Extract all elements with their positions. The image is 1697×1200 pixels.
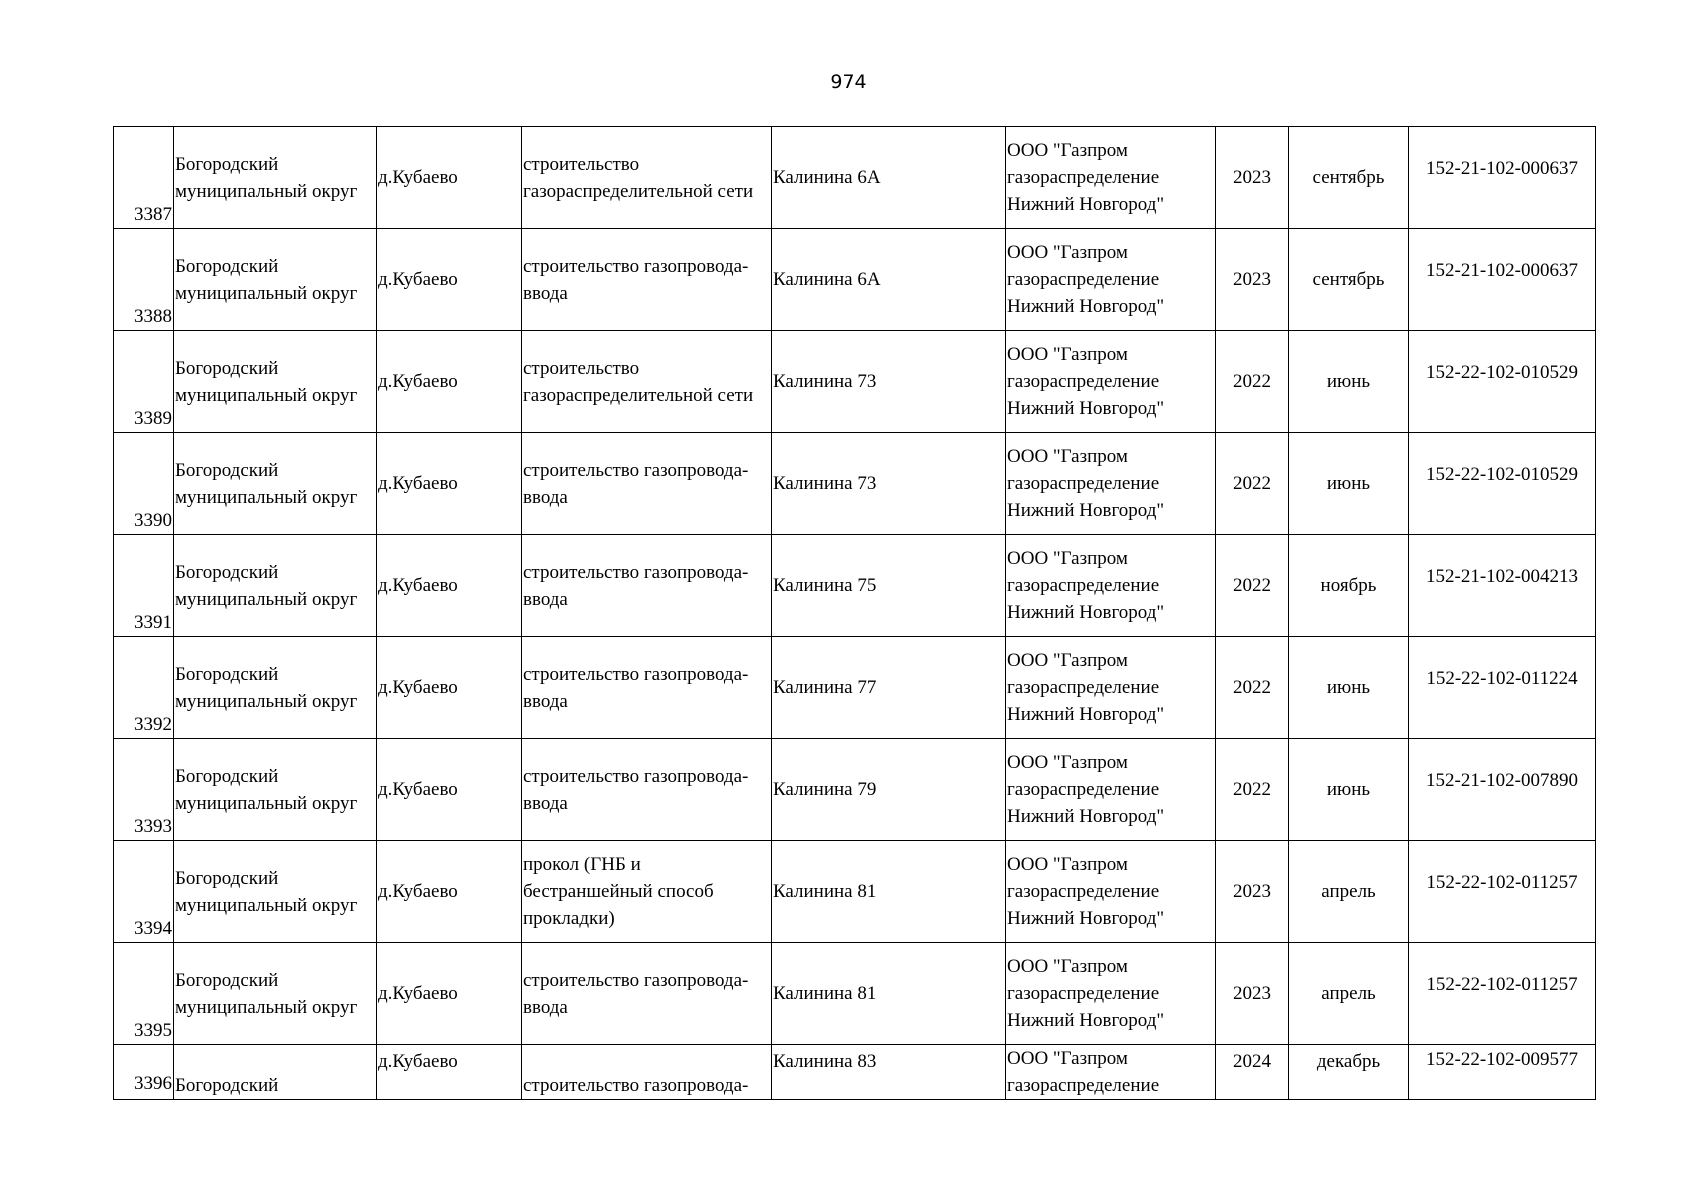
work-type-cell-line: строительство xyxy=(523,357,640,379)
address-cell: Калинина 73 xyxy=(772,331,1006,433)
table-row xyxy=(114,943,1596,1045)
address-cell: Калинина 73 xyxy=(772,433,1006,535)
organization-cell xyxy=(1006,127,1216,229)
organization-cell-line: Нижний Новгород" xyxy=(1007,908,1165,929)
application-code-cell: 152-22-102-010529 xyxy=(1409,331,1596,433)
work-type-cell-line: строительство газопровода- xyxy=(523,969,749,991)
work-type-cell xyxy=(522,433,772,535)
row-number: 3396 xyxy=(114,1045,174,1100)
application-code-cell: 152-22-102-011257 xyxy=(1409,943,1596,1045)
organization-cell-line: газораспределение xyxy=(1007,983,1160,1004)
district-cell: Богородский муниципальный округ xyxy=(174,127,377,229)
district-cell: Богородский муниципальный округ xyxy=(174,841,377,943)
table-row xyxy=(114,739,1596,841)
month-cell: июнь xyxy=(1289,331,1409,433)
work-type-cell-line: строительство газопровода- xyxy=(523,1075,749,1096)
organization-cell-line: ООО "Газпром xyxy=(1007,650,1128,671)
year-cell: 2023 xyxy=(1216,229,1289,331)
work-type-cell-line: бестраншейный способ xyxy=(523,881,714,902)
work-type-cell xyxy=(522,739,772,841)
table-row xyxy=(114,841,1596,943)
work-type-cell-line: прокол (ГНБ и xyxy=(523,854,641,875)
month-cell: сентябрь xyxy=(1289,127,1409,229)
table-row xyxy=(114,1045,1596,1100)
organization-cell-line: газораспределение xyxy=(1007,677,1160,698)
work-type-cell-line: ввода xyxy=(523,486,568,508)
organization-cell-line: Нижний Новгород" xyxy=(1007,398,1165,419)
work-type-cell-line: ввода xyxy=(523,690,568,712)
organization-cell-line: ООО "Газпром xyxy=(1007,548,1128,569)
table-row xyxy=(114,637,1596,739)
application-code-cell: 152-21-102-007890 xyxy=(1409,739,1596,841)
work-type-cell xyxy=(522,943,772,1045)
table-row xyxy=(114,127,1596,229)
village-cell: д.Кубаево xyxy=(377,535,522,637)
village-cell: д.Кубаево xyxy=(377,229,522,331)
table-row xyxy=(114,535,1596,637)
address-cell: Калинина 83 xyxy=(772,1045,1006,1100)
organization-cell-line: ООО "Газпром xyxy=(1007,752,1128,773)
village-cell: д.Кубаево xyxy=(377,331,522,433)
table-row xyxy=(114,433,1596,535)
work-type-cell xyxy=(522,127,772,229)
organization-cell-line: Нижний Новгород" xyxy=(1007,704,1165,725)
application-code-cell: 152-22-102-011257 xyxy=(1409,841,1596,943)
work-type-cell xyxy=(522,229,772,331)
application-code-cell: 152-22-102-011224 xyxy=(1409,637,1596,739)
year-cell: 2022 xyxy=(1216,535,1289,637)
address-cell: Калинина 75 xyxy=(772,535,1006,637)
work-type-cell-line: строительство газопровода- xyxy=(523,663,749,685)
row-number: 3394 xyxy=(114,841,174,943)
address-cell: Калинина 6А xyxy=(772,127,1006,229)
district-cell: Богородский муниципальный округ xyxy=(174,943,377,1045)
table-row xyxy=(114,331,1596,433)
organization-cell-line: ООО "Газпром xyxy=(1007,140,1128,161)
row-number: 3387 xyxy=(114,127,174,229)
year-cell: 2024 xyxy=(1216,1045,1289,1100)
page-number: 974 xyxy=(830,71,867,93)
organization-cell-line: газораспределение xyxy=(1007,779,1160,800)
work-type-cell xyxy=(522,1045,772,1100)
table-row xyxy=(114,229,1596,331)
organization-cell xyxy=(1006,331,1216,433)
year-cell: 2022 xyxy=(1216,637,1289,739)
work-type-cell-line: прокладки) xyxy=(523,908,615,929)
village-cell: д.Кубаево xyxy=(377,739,522,841)
district-cell: Богородский xyxy=(174,1045,377,1100)
row-number: 3392 xyxy=(114,637,174,739)
organization-cell xyxy=(1006,229,1216,331)
organization-cell xyxy=(1006,535,1216,637)
organization-cell-line: Нижний Новгород" xyxy=(1007,500,1165,521)
district-cell: Богородский муниципальный округ xyxy=(174,739,377,841)
village-cell: д.Кубаево xyxy=(377,637,522,739)
organization-cell xyxy=(1006,943,1216,1045)
work-type-cell-line: газораспределительной сети xyxy=(523,384,754,406)
year-cell: 2023 xyxy=(1216,841,1289,943)
application-code-cell: 152-22-102-009577 xyxy=(1409,1045,1596,1100)
organization-cell-line: Нижний Новгород" xyxy=(1007,806,1165,827)
district-cell: Богородский муниципальный округ xyxy=(174,535,377,637)
organization-cell xyxy=(1006,433,1216,535)
address-cell: Калинина 81 xyxy=(772,943,1006,1045)
application-code-cell: 152-22-102-010529 xyxy=(1409,433,1596,535)
organization-cell-line: ООО "Газпром xyxy=(1007,1048,1128,1069)
year-cell: 2023 xyxy=(1216,943,1289,1045)
application-code-cell: 152-21-102-000637 xyxy=(1409,127,1596,229)
month-cell: июнь xyxy=(1289,433,1409,535)
row-number: 3388 xyxy=(114,229,174,331)
work-type-cell-line: ввода xyxy=(523,282,568,304)
district-cell: Богородский муниципальный округ xyxy=(174,331,377,433)
organization-cell-line: газораспределение xyxy=(1007,371,1160,392)
month-cell: апрель xyxy=(1289,943,1409,1045)
organization-cell-line: ООО "Газпром xyxy=(1007,956,1128,977)
gasification-table xyxy=(113,126,1596,1100)
year-cell: 2023 xyxy=(1216,127,1289,229)
application-code-cell: 152-21-102-004213 xyxy=(1409,535,1596,637)
year-cell: 2022 xyxy=(1216,739,1289,841)
organization-cell xyxy=(1006,1045,1216,1100)
work-type-cell-line: газораспределительной сети xyxy=(523,180,754,202)
work-type-cell-line: строительство газопровода- xyxy=(523,459,749,481)
year-cell: 2022 xyxy=(1216,433,1289,535)
organization-cell-line: газораспределение xyxy=(1007,167,1160,188)
work-type-cell xyxy=(522,637,772,739)
address-cell: Калинина 6А xyxy=(772,229,1006,331)
work-type-cell xyxy=(522,535,772,637)
organization-cell-line: газораспределение xyxy=(1007,269,1160,290)
row-number: 3389 xyxy=(114,331,174,433)
application-code-cell: 152-21-102-000637 xyxy=(1409,229,1596,331)
organization-cell-line: Нижний Новгород" xyxy=(1007,194,1165,215)
table-body xyxy=(114,127,1596,1100)
organization-cell-line: газораспределение xyxy=(1007,1075,1160,1096)
village-cell: д.Кубаево xyxy=(377,127,522,229)
organization-cell-line: газораспределение xyxy=(1007,473,1160,494)
district-cell: Богородский муниципальный округ xyxy=(174,229,377,331)
row-number: 3390 xyxy=(114,433,174,535)
district-cell: Богородский муниципальный округ xyxy=(174,433,377,535)
organization-cell-line: Нижний Новгород" xyxy=(1007,1010,1165,1031)
work-type-cell-line: ввода xyxy=(523,792,568,814)
work-type-cell xyxy=(522,331,772,433)
village-cell: д.Кубаево xyxy=(377,433,522,535)
village-cell: д.Кубаево xyxy=(377,1045,522,1100)
district-cell: Богородский муниципальный округ xyxy=(174,637,377,739)
year-cell: 2022 xyxy=(1216,331,1289,433)
row-number: 3391 xyxy=(114,535,174,637)
village-cell: д.Кубаево xyxy=(377,943,522,1045)
organization-cell-line: газораспределение xyxy=(1007,881,1160,902)
work-type-cell-line: строительство газопровода- xyxy=(523,765,749,787)
row-number: 3393 xyxy=(114,739,174,841)
month-cell: декабрь xyxy=(1289,1045,1409,1100)
month-cell: апрель xyxy=(1289,841,1409,943)
work-type-cell-line: строительство газопровода- xyxy=(523,255,749,277)
row-number: 3395 xyxy=(114,943,174,1045)
month-cell: ноябрь xyxy=(1289,535,1409,637)
organization-cell-line: ООО "Газпром xyxy=(1007,344,1128,365)
organization-cell-line: ООО "Газпром xyxy=(1007,242,1128,263)
organization-cell-line: Нижний Новгород" xyxy=(1007,296,1165,317)
work-type-cell xyxy=(522,841,772,943)
work-type-cell-line: ввода xyxy=(523,996,568,1018)
organization-cell-line: Нижний Новгород" xyxy=(1007,602,1165,623)
work-type-cell-line: строительство xyxy=(523,153,640,175)
organization-cell xyxy=(1006,841,1216,943)
address-cell: Калинина 81 xyxy=(772,841,1006,943)
organization-cell xyxy=(1006,637,1216,739)
month-cell: июнь xyxy=(1289,739,1409,841)
month-cell: июнь xyxy=(1289,637,1409,739)
work-type-cell-line: строительство газопровода- xyxy=(523,561,749,583)
address-cell: Калинина 79 xyxy=(772,739,1006,841)
organization-cell xyxy=(1006,739,1216,841)
address-cell: Калинина 77 xyxy=(772,637,1006,739)
month-cell: сентябрь xyxy=(1289,229,1409,331)
organization-cell-line: ООО "Газпром xyxy=(1007,446,1128,467)
organization-cell-line: ООО "Газпром xyxy=(1007,854,1128,875)
organization-cell-line: газораспределение xyxy=(1007,575,1160,596)
work-type-cell-line: ввода xyxy=(523,588,568,610)
village-cell: д.Кубаево xyxy=(377,841,522,943)
